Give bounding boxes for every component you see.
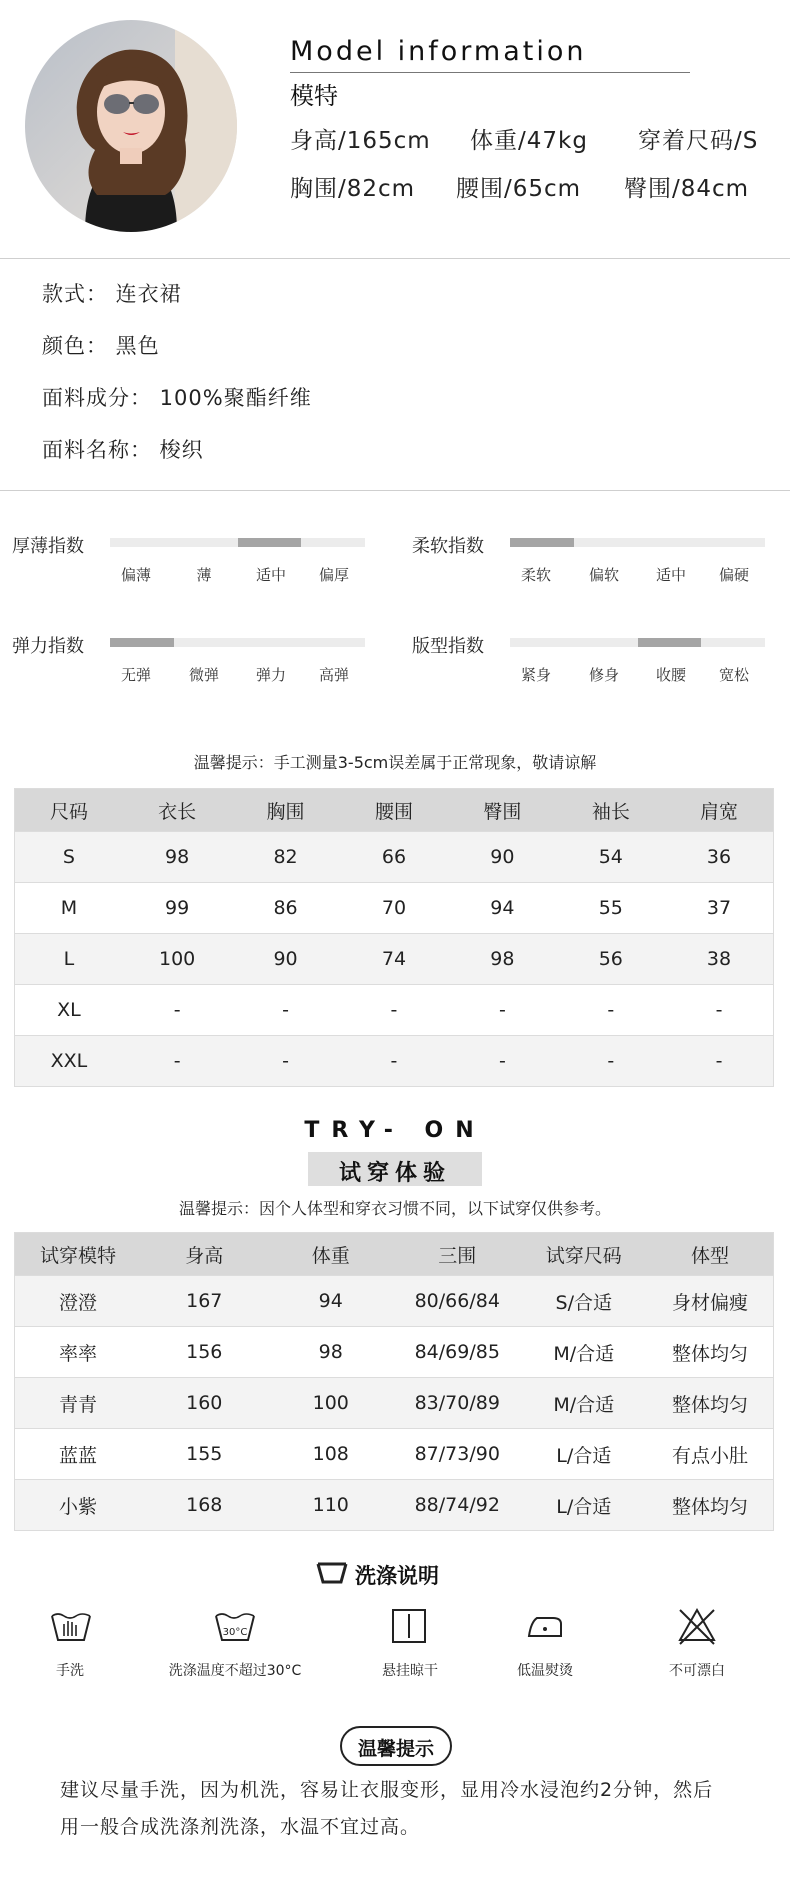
index-thickness — [0, 530, 395, 590]
index-option: 微弹 — [188, 666, 219, 684]
table-cell: 90 — [448, 832, 556, 883]
table-cell: 94 — [268, 1276, 395, 1327]
index-track — [110, 638, 365, 647]
table-cell: 38 — [665, 934, 773, 985]
table-cell: 37 — [665, 883, 773, 934]
column-header: 体型 — [647, 1233, 774, 1276]
model-waist: 腰围/65cm — [456, 176, 582, 202]
table-cell: - — [448, 985, 556, 1036]
table-cell: S — [15, 832, 123, 883]
index-option: 偏软 — [588, 566, 619, 584]
table-cell: 155 — [141, 1429, 268, 1480]
table-cell: 88/74/92 — [394, 1480, 521, 1531]
tips-line-2: 用一般合成洗涤剂洗涤，水温不宜过高。 — [60, 1816, 421, 1838]
index-option: 无弹 — [120, 666, 151, 684]
table-cell: - — [231, 985, 339, 1036]
basin-icon — [316, 1560, 348, 1590]
index-marker — [638, 638, 702, 647]
table-cell: 98 — [268, 1327, 395, 1378]
index-option: 收腰 — [655, 666, 686, 684]
index-marker — [510, 538, 574, 547]
size-chart-table — [14, 788, 774, 1087]
column-header: 试穿模特 — [15, 1233, 142, 1276]
wash-label: 洗涤温度不超过30°C — [168, 1663, 302, 1679]
table-cell: - — [557, 985, 665, 1036]
index-track — [510, 638, 765, 647]
index-option: 适中 — [255, 566, 286, 584]
wash-label: 低温熨烫 — [517, 1663, 573, 1679]
no-bleach-icon — [676, 1606, 718, 1650]
size-chart-notice: 温馨提示：手工测量3-5cm误差属于正常现象，敬请谅解 — [193, 753, 597, 772]
column-header: 袖长 — [557, 789, 665, 832]
index-label: 柔软指数 — [412, 536, 484, 557]
section-divider — [0, 490, 790, 491]
table-cell: 82 — [231, 832, 339, 883]
table-cell: 74 — [340, 934, 448, 985]
index-option: 偏薄 — [120, 566, 151, 584]
table-cell: L/合适 — [521, 1480, 648, 1531]
model-hip: 臀围/84cm — [624, 176, 750, 202]
section-divider — [0, 258, 790, 259]
table-cell: XL — [15, 985, 123, 1036]
index-option: 偏硬 — [718, 566, 749, 584]
index-softness — [400, 530, 790, 590]
table-row — [15, 1429, 774, 1480]
model-bust: 胸围/82cm — [290, 176, 416, 202]
index-option: 弹力 — [255, 666, 286, 684]
column-header: 三围 — [394, 1233, 521, 1276]
table-cell: 整体均匀 — [647, 1480, 774, 1531]
table-cell: M/合适 — [521, 1378, 648, 1429]
low-iron-icon — [525, 1612, 565, 1646]
product-fabric-name: 面料名称： 梭织 — [42, 438, 204, 462]
index-option: 薄 — [196, 566, 212, 584]
title-divider — [290, 72, 690, 73]
table-cell: 36 — [665, 832, 773, 883]
wash-label: 不可漂白 — [669, 1663, 725, 1679]
wash-title: 洗涤说明 — [355, 1564, 439, 1588]
table-cell: L — [15, 934, 123, 985]
column-header: 肩宽 — [665, 789, 773, 832]
model-photo — [25, 20, 237, 232]
column-header: 身高 — [141, 1233, 268, 1276]
wash-label: 悬挂晾干 — [382, 1663, 438, 1679]
table-cell: L/合适 — [521, 1429, 648, 1480]
column-header: 尺码 — [15, 789, 123, 832]
index-option: 宽松 — [718, 666, 749, 684]
index-option: 修身 — [588, 666, 619, 684]
table-cell: - — [665, 985, 773, 1036]
table-row — [15, 1480, 774, 1531]
product-color: 颜色： 黑色 — [42, 334, 160, 358]
index-track — [510, 538, 765, 547]
table-cell: - — [340, 985, 448, 1036]
table-row — [15, 1327, 774, 1378]
table-cell: 54 — [557, 832, 665, 883]
table-row — [15, 934, 774, 985]
table-cell: 56 — [557, 934, 665, 985]
index-fit — [400, 630, 790, 690]
table-cell: - — [557, 1036, 665, 1087]
table-cell: 100 — [268, 1378, 395, 1429]
table-row — [15, 1378, 774, 1429]
column-header: 体重 — [268, 1233, 395, 1276]
table-cell: 99 — [123, 883, 231, 934]
index-option: 偏厚 — [318, 566, 349, 584]
model-weight: 体重/47kg — [470, 128, 588, 154]
table-cell: 87/73/90 — [394, 1429, 521, 1480]
index-elasticity — [0, 630, 395, 690]
product-composition: 面料成分： 100%聚酯纤维 — [42, 386, 312, 410]
table-cell: 整体均匀 — [647, 1327, 774, 1378]
model-info-title: Model information — [290, 36, 587, 67]
table-cell: 蓝蓝 — [15, 1429, 142, 1480]
model-height: 身高/165cm — [290, 128, 431, 154]
table-cell: 66 — [340, 832, 448, 883]
table-cell: 率率 — [15, 1327, 142, 1378]
index-marker — [238, 538, 302, 547]
table-cell: M/合适 — [521, 1327, 648, 1378]
table-cell: - — [665, 1036, 773, 1087]
table-cell: - — [123, 985, 231, 1036]
table-cell: 70 — [340, 883, 448, 934]
table-cell: 94 — [448, 883, 556, 934]
table-cell: 83/70/89 — [394, 1378, 521, 1429]
table-cell: 有点小肚 — [647, 1429, 774, 1480]
wash-30-icon — [214, 1608, 256, 1648]
index-label: 版型指数 — [412, 636, 484, 657]
hand-wash-icon — [50, 1608, 92, 1648]
hang-dry-icon — [391, 1608, 427, 1648]
table-header-row — [15, 789, 774, 832]
table-row — [15, 985, 774, 1036]
table-cell: - — [448, 1036, 556, 1087]
tips-line-1: 建议尽量手洗，因为机洗，容易让衣服变形，显用冷水浸泡约2分钟，然后 — [60, 1779, 714, 1801]
product-style: 款式： 连衣裙 — [42, 282, 182, 306]
tryon-table — [14, 1232, 774, 1531]
table-row — [15, 1276, 774, 1327]
table-row — [15, 832, 774, 883]
table-cell: - — [231, 1036, 339, 1087]
table-row — [15, 1036, 774, 1087]
index-option: 适中 — [655, 566, 686, 584]
table-cell: 167 — [141, 1276, 268, 1327]
table-cell: 整体均匀 — [647, 1378, 774, 1429]
index-track — [110, 538, 365, 547]
table-cell: 86 — [231, 883, 339, 934]
tryon-title-cn: 试穿体验 — [338, 1161, 451, 1186]
index-label: 弹力指数 — [12, 636, 84, 657]
index-marker — [110, 638, 174, 647]
column-header: 腰围 — [340, 789, 448, 832]
table-cell: 98 — [123, 832, 231, 883]
table-cell: 98 — [448, 934, 556, 985]
column-header: 胸围 — [231, 789, 339, 832]
table-cell: 108 — [268, 1429, 395, 1480]
tryon-notice: 温馨提示：因个人体型和穿衣习惯不同，以下试穿仅供参考。 — [178, 1199, 611, 1218]
table-cell: 100 — [123, 934, 231, 985]
table-cell: 青青 — [15, 1378, 142, 1429]
table-header-row — [15, 1233, 774, 1276]
table-cell: 160 — [141, 1378, 268, 1429]
table-cell: 156 — [141, 1327, 268, 1378]
column-header: 臀围 — [448, 789, 556, 832]
tips-title: 温馨提示 — [357, 1738, 434, 1760]
column-header: 试穿尺码 — [521, 1233, 648, 1276]
table-cell: 小紫 — [15, 1480, 142, 1531]
table-cell: S/合适 — [521, 1276, 648, 1327]
tryon-title-en: TRY- ON — [304, 1118, 486, 1143]
table-cell: M — [15, 883, 123, 934]
table-cell: - — [340, 1036, 448, 1087]
index-label: 厚薄指数 — [12, 536, 84, 557]
column-header: 衣长 — [123, 789, 231, 832]
model-size: 穿着尺码/S — [638, 128, 759, 154]
table-cell: 90 — [231, 934, 339, 985]
index-option: 柔软 — [520, 566, 551, 584]
table-cell: 澄澄 — [15, 1276, 142, 1327]
wash-temp-text: 30°C — [222, 1627, 248, 1638]
table-cell: 80/66/84 — [394, 1276, 521, 1327]
model-subtitle: 模特 — [290, 82, 338, 110]
index-option: 紧身 — [520, 666, 551, 684]
table-cell: 55 — [557, 883, 665, 934]
wash-label: 手洗 — [56, 1663, 84, 1679]
table-cell: 110 — [268, 1480, 395, 1531]
table-row — [15, 883, 774, 934]
table-cell: 身材偏瘦 — [647, 1276, 774, 1327]
table-cell: XXL — [15, 1036, 123, 1087]
index-option: 高弹 — [318, 666, 349, 684]
table-cell: 168 — [141, 1480, 268, 1531]
table-cell: 84/69/85 — [394, 1327, 521, 1378]
table-cell: - — [123, 1036, 231, 1087]
